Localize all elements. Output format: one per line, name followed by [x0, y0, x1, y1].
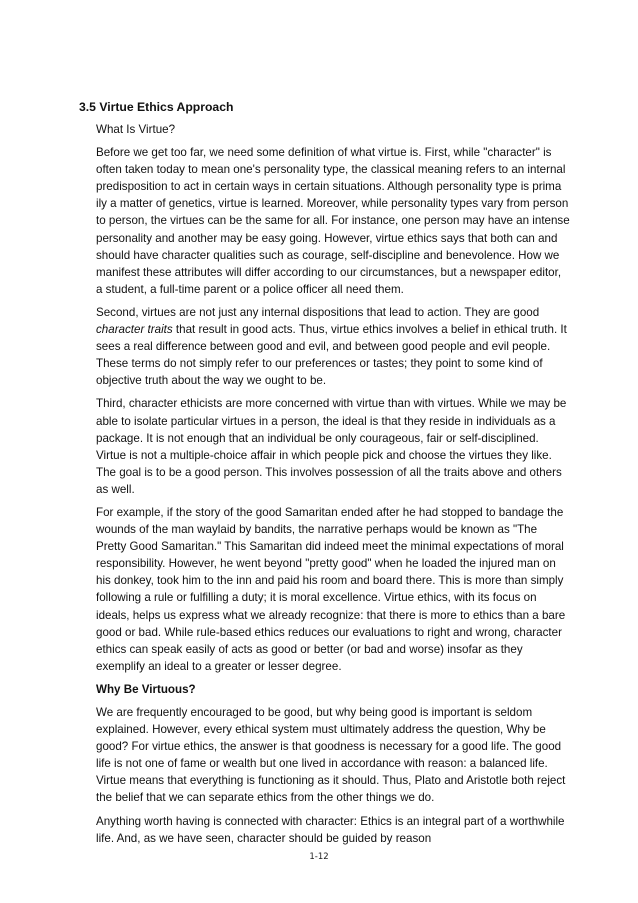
paragraph-second: [96, 304, 570, 389]
paragraph-why-good: We are frequently encouraged to be good, but why being good is important is seldom explained. However, every ethical system must ultimately address the question, Why be good? For virtue ethics, the answer is that goodness is necessary for a good life. The good life is not one of fame or wealth but one lived in accordance with reason: a balanced life. Virtue means that everything is functioning as it should. Thus, Plato and Aristotle both reject the belief that we can separate ethics from the other things we do.: [96, 706, 566, 805]
paragraph-anything-worth: Anything worth having is connected with character: Ethics is an integral part of a worthwhile life. And, as we have seen, character should be guided by reason: [96, 814, 565, 845]
subheading-what-is-virtue: What Is Virtue?: [96, 123, 176, 136]
heading-why-be-virtuous: Why Be Virtuous?: [96, 682, 196, 696]
paragraph-samaritan: For example, if the story of the good Samaritan ended after he had stopped to bandage the wounds of the man waylaid by bandits, the narrative perhaps would be known as "The Pretty Good Samaritan." This Samaritan did indeed meet the minimal expectations of moral responsibility. However, he went beyond "pretty good" when he loaded the injured man on his donkey, took him to the inn and paid his room and board there. This is more than simply following a rule or fulfilling a duty; it is moral excellence. Virtue ethics, with its focus on ideals, helps us express what we already recognize: that there is more to ethics than a bare good or bad. While rule-based ethics reduces our evaluations to right and wrong, character ethics can speak easily of acts as good or better (or bad and worse) insofar as they exemplify an ideal to a greater or lesser degree.: [96, 505, 566, 673]
character-traits-emphasis: character traits: [96, 323, 173, 337]
paragraph-third: Third, character ethicists are more concerned with virtue than with virtues. While we may be able to isolate particular virtues in a person, the ideal is that they reside in individuals as a package. It is not enough that an individual be only courageous, fair or self-disciplined. Virtue is not a multiple-choice affair in which people pick and choose the virtues they like. The goal is to be a good person. This involves possession of all the traits above and others as well.: [96, 397, 567, 496]
paragraph-second-start: Second, virtues are not just any internal dispositions that lead to action. They are good: [96, 305, 540, 319]
page-number: 1-12: [309, 852, 329, 862]
section-heading: 3.5 Virtue Ethics Approach: [79, 100, 234, 114]
paragraph-definition: Before we get too far, we need some definition of what virtue is. First, while "character" is often taken today to mean one's personality type, the classical meaning refers to an internal predisposition to act in certain ways in certain situations. Although personality type is prima ily a matter of genetics, virtue is learned. Moreover, while personality types vary from person to person, the virtues can be the same for all. For instance, one person may have an intense personality and another may be easy going. However, virtue ethics says that both can and should have character qualities such as courage, self-discipline and benevolence. How we manifest these attributes will differ according to our circumstances, but a newspaper editor, a student, a full-time parent or a police officer all need them.: [96, 146, 570, 296]
paragraph-second-end: that result in good acts. Thus, virtue ethics involves a belief in ethical truth. It sees a real difference between good and evil, and between good people and evil people. These terms do not simply refer to our preferences or tastes; they point to some kind of objective truth about the way we ought to be.: [96, 323, 567, 388]
body-text: [96, 121, 570, 853]
